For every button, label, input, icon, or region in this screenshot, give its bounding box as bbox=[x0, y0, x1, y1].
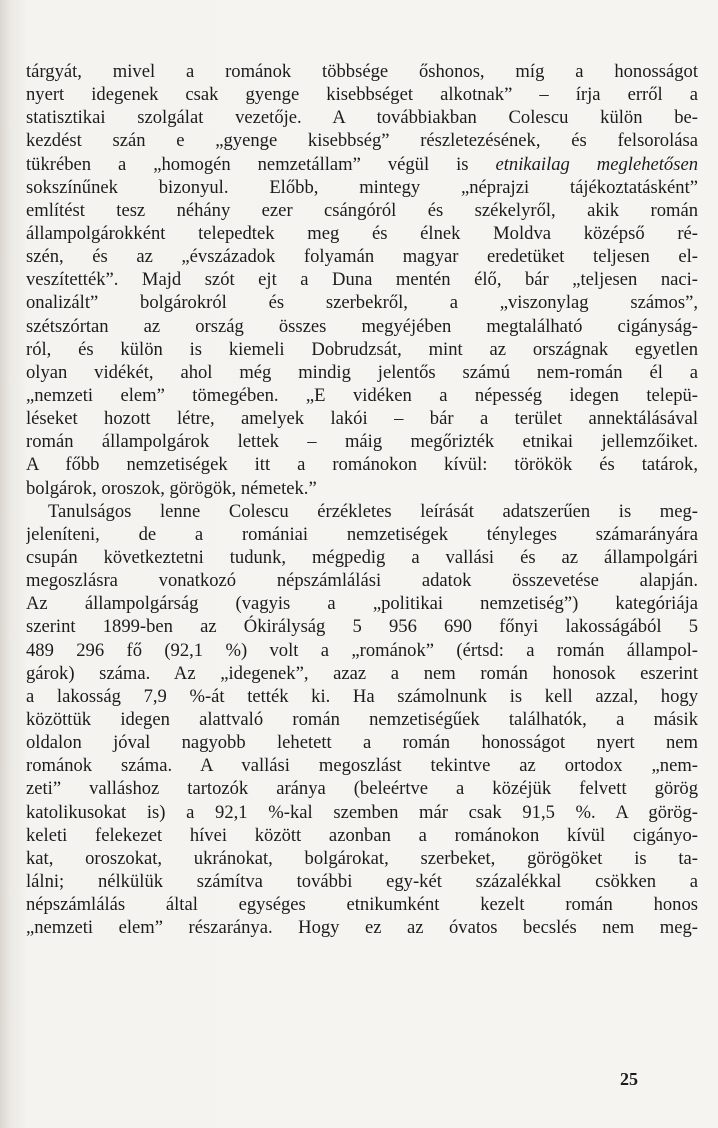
text-line: katolikusokat is) a 92,1 %-kal szemben már csak 91,5 %. A görög- bbox=[26, 801, 698, 823]
text-line: gárok) száma. Az „idegenek”, azaz a nem román honosok eszerint bbox=[26, 662, 698, 684]
text-line: onalizált” bolgárokról és szerbekről, a „viszonylag számos”, bbox=[26, 292, 698, 314]
text-line: olyan vidékét, ahol még mindig jelentős számú nem-román él a bbox=[26, 361, 698, 383]
text-line: lálni; nélkülük számítva további egy-két százalékkal csökken a bbox=[26, 870, 698, 892]
text-line: veszítették”. Majd szót ejt a Duna mentén élő, bár „teljesen naci- bbox=[26, 269, 698, 291]
text-line: A főbb nemzetiségek itt a románokon kívül: törökök és tatárok, bbox=[26, 454, 698, 476]
body-text bbox=[26, 60, 698, 939]
text-line: oldalon jóval nagyobb lehetett a román honosságot nyert nem bbox=[26, 732, 698, 754]
text-line-italic: ról, és külön is kiemeli Dobrudzsát, mint az országnak egyetlen bbox=[26, 338, 698, 360]
text-line: „nemzeti elem” részaránya. Hogy ez az óvatos becslés nem meg- bbox=[26, 917, 698, 939]
text-line: román állampolgárok lettek – máig megőrizték etnikai jellemzőiket. bbox=[26, 431, 698, 453]
text-line: csupán következtetni tudunk, mégpedig a vallási és az állampolgári bbox=[26, 546, 698, 568]
page-number: 25 bbox=[620, 1069, 638, 1089]
text-line: „nemzeti elem” tömegében. „E vidéken a népesség idegen telepü- bbox=[26, 384, 698, 406]
text-line: keleti felekezet hívei között azonban a románokon kívül cigányo- bbox=[26, 824, 698, 846]
text-line: kat, oroszokat, ukránokat, bolgárokat, szerbeket, görögöket is ta- bbox=[26, 847, 698, 869]
italic-phrase: etnikailag meglehetősen bbox=[495, 153, 698, 175]
text-line-italic: tükrében a „homogén nemzetállam” végül is etnikailag meglehetősen bbox=[26, 153, 698, 175]
text-line: zeti” valláshoz tartozók aránya (beleértve a közéjük felvett görög bbox=[26, 778, 698, 800]
text-line: a lakosság 7,9 %-át tették ki. Ha számolnunk is kell azzal, hogy bbox=[26, 685, 698, 707]
text-line: megoszlásra vonatkozó népszámlálási adatok összevetése alapján. bbox=[26, 570, 698, 592]
text-line: szétszórtan az ország összes megyéjében megtalálható cigányság- bbox=[26, 315, 698, 337]
text-line: statisztikai szolgálat vezetője. A továbbiakban Colescu külön be- bbox=[26, 107, 698, 129]
text-line: kezdést szán e „gyenge kisebbség” részletezésének, és felsorolása bbox=[26, 130, 698, 152]
text-line: közöttük idegen alattvaló román nemzetiségűek találhatók, a másik bbox=[26, 708, 698, 730]
text-line: románok száma. A vallási megoszlást tekintve az ortodox „nem- bbox=[26, 755, 698, 777]
paragraph-first-line: Tanulságos lenne Colescu érzékletes leírását adatszerűen is meg- bbox=[48, 500, 698, 522]
text-line: említést tesz néhány ezer csángóról és székelyről, akik román bbox=[26, 199, 698, 221]
text-line: léseket hozott létre, amelyek lakói – bár a terület annektálásával bbox=[26, 408, 698, 430]
text-line: 489 296 fő (92,1 %) volt a „románok” (értsd: a román állampol- bbox=[26, 639, 698, 661]
text-line: állampolgárokként telepedtek meg és élnek Moldva középső ré- bbox=[26, 222, 698, 244]
text-line-italic: sokszínűnek bizonyul. Előbb, mintegy „néprajzi tájékoztatásként” bbox=[26, 176, 698, 198]
text-line: népszámlálás által egységes etnikumként kezelt román honos bbox=[26, 894, 698, 916]
text-line: Az állampolgárság (vagyis a „politikai nemzetiség”) kategóriája bbox=[26, 593, 698, 615]
text-line: tárgyát, mivel a románok többsége őshonos, míg a honosságot bbox=[26, 61, 698, 82]
text-line: szerint 1899-ben az Ókirályság 5 956 690 főnyi lakosságából 5 bbox=[26, 616, 698, 638]
paragraph-last-line: bolgárok, oroszok, görögök, németek.” bbox=[26, 477, 317, 499]
text-line: szén, és az „évszázadok folyamán magyar eredetüket teljesen el- bbox=[26, 246, 698, 268]
text-line: jeleníteni, de a romániai nemzetiségek tényleges számarányára bbox=[26, 523, 698, 545]
text-line: nyert idegenek csak gyenge kisebbséget alkotnak” – írja erről a bbox=[26, 84, 698, 106]
